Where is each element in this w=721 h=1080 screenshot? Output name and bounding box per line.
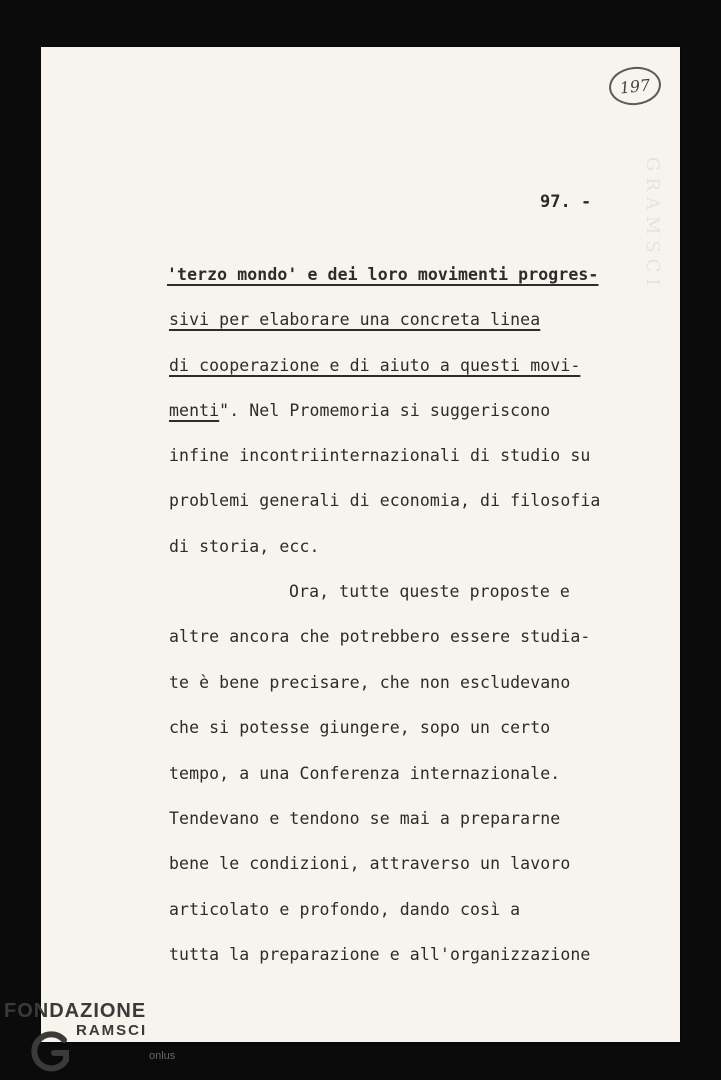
underlined-word: menti [169, 401, 220, 420]
text-line-6: problemi generali di economia, di filosofia [169, 491, 601, 510]
text-line-10: te è bene precisare, che non escludevano [169, 673, 571, 692]
text-line-13: Tendevano e tendono se mai a prepararne [169, 809, 561, 828]
text-line-2: sivi per elaborare una concreta linea [169, 310, 541, 329]
text-line-14: bene le condizioni, attraverso un lavoro [169, 854, 571, 873]
page-number: 97. - [540, 192, 592, 212]
document-page [41, 47, 680, 1042]
text-line-4 [169, 401, 550, 421]
fondazione-gramsci-logo [4, 1000, 204, 1080]
text-line-7: di storia, ecc. [169, 537, 320, 556]
logo-g-icon [26, 1026, 76, 1076]
logo-text-sub: onlus [149, 1050, 176, 1062]
text-line-5: infine incontriinternazionali di studio su [169, 446, 591, 465]
logo-text-middle: RAMSCI [76, 1022, 148, 1039]
text-line-16: tutta la preparazione e all'organizzazione [169, 945, 591, 964]
folio-stamp: 197 [607, 64, 663, 107]
text-line-8: Ora, tutte queste proposte e [289, 582, 570, 601]
text-line-1: 'terzo mondo' e dei loro movimenti progres- [167, 265, 599, 284]
logo-text-top: FONDAZIONE [4, 1000, 147, 1022]
text-line-3: di cooperazione e di aiuto a questi movi- [169, 356, 581, 375]
text-line-15: articolato e profondo, dando così a [169, 900, 521, 919]
margin-bleed-text: GRAMSCI [642, 157, 663, 292]
text-line-12: tempo, a una Conferenza internazionale. [169, 764, 561, 783]
text-line-9: altre ancora che potrebbero essere studia- [169, 627, 591, 646]
text-line-11: che si potesse giungere, sopo un certo [169, 718, 551, 737]
text-line-4-rest: ". Nel Promemoria si suggeriscono [219, 401, 551, 420]
